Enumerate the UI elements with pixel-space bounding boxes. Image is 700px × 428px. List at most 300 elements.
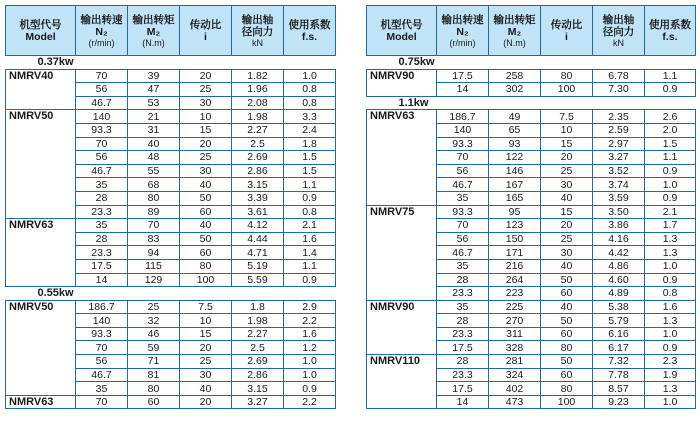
value-cell: 56 bbox=[437, 232, 489, 246]
column-header bbox=[76, 6, 128, 56]
column-header-line: f.s. bbox=[662, 30, 678, 43]
value-cell: 10 bbox=[180, 110, 232, 124]
power-label: 1.1kw bbox=[367, 96, 696, 110]
value-cell: 21 bbox=[128, 110, 180, 124]
value-cell: 1.6 bbox=[284, 327, 336, 341]
value-cell: 35 bbox=[76, 219, 128, 233]
value-cell: 60 bbox=[128, 395, 180, 409]
value-cell: 93.3 bbox=[437, 137, 489, 151]
value-cell: 123 bbox=[489, 219, 541, 233]
table-row bbox=[6, 69, 336, 83]
value-cell: 3.27 bbox=[232, 395, 284, 409]
value-cell: 25 bbox=[180, 83, 232, 97]
column-header-line: 传动比 bbox=[189, 18, 222, 31]
column-header-line: M₂ bbox=[507, 25, 522, 38]
value-cell: 68 bbox=[128, 178, 180, 192]
column-header-line: M₂ bbox=[146, 25, 161, 38]
value-cell: 2.08 bbox=[232, 96, 284, 110]
value-cell: 35 bbox=[437, 259, 489, 273]
value-cell: 49 bbox=[489, 110, 541, 124]
value-cell: 39 bbox=[128, 69, 180, 83]
column-header-unit: (N.m) bbox=[503, 37, 526, 48]
value-cell: 40 bbox=[541, 191, 593, 205]
value-cell: 302 bbox=[489, 83, 541, 97]
value-cell: 258 bbox=[489, 69, 541, 83]
column-header-line: 径向力 bbox=[602, 25, 635, 38]
value-cell: 56 bbox=[76, 83, 128, 97]
value-cell: 122 bbox=[489, 151, 541, 165]
value-cell: 60 bbox=[541, 327, 593, 341]
model-cell: NMRV50 bbox=[6, 300, 76, 395]
value-cell: 50 bbox=[541, 273, 593, 287]
value-cell: 40 bbox=[541, 259, 593, 273]
right-table-header bbox=[367, 6, 696, 56]
column-header-unit: (r/min) bbox=[449, 37, 476, 48]
value-cell: 5.79 bbox=[593, 314, 645, 328]
table-row bbox=[367, 69, 696, 83]
value-cell: 70 bbox=[76, 395, 128, 409]
value-cell: 28 bbox=[437, 314, 489, 328]
value-cell: 3.61 bbox=[232, 205, 284, 219]
value-cell: 80 bbox=[541, 382, 593, 396]
value-cell: 93 bbox=[489, 137, 541, 151]
value-cell: 140 bbox=[76, 110, 128, 124]
value-cell: 70 bbox=[437, 219, 489, 233]
value-cell: 2.86 bbox=[232, 368, 284, 382]
value-cell: 0.8 bbox=[284, 96, 336, 110]
value-cell: 60 bbox=[180, 205, 232, 219]
value-cell: 140 bbox=[437, 123, 489, 137]
value-cell: 15 bbox=[541, 205, 593, 219]
value-cell: 167 bbox=[489, 178, 541, 192]
value-cell: 2.27 bbox=[232, 123, 284, 137]
value-cell: 0.9 bbox=[645, 273, 696, 287]
value-cell: 146 bbox=[489, 164, 541, 178]
value-cell: 1.0 bbox=[284, 355, 336, 369]
value-cell: 46.7 bbox=[76, 96, 128, 110]
value-cell: 2.9 bbox=[284, 300, 336, 314]
value-cell: 20 bbox=[180, 137, 232, 151]
value-cell: 50 bbox=[180, 191, 232, 205]
value-cell: 0.9 bbox=[645, 164, 696, 178]
value-cell: 35 bbox=[76, 382, 128, 396]
value-cell: 473 bbox=[489, 395, 541, 409]
value-cell: 70 bbox=[76, 69, 128, 83]
value-cell: 1.0 bbox=[645, 178, 696, 192]
model-cell: NMRV90 bbox=[367, 69, 437, 96]
value-cell: 14 bbox=[437, 83, 489, 97]
power-label: 0.37kw bbox=[6, 56, 336, 70]
value-cell: 30 bbox=[180, 368, 232, 382]
value-cell: 171 bbox=[489, 246, 541, 260]
value-cell: 2.2 bbox=[284, 395, 336, 409]
value-cell: 0.9 bbox=[645, 341, 696, 355]
column-header-line: f.s. bbox=[301, 30, 318, 43]
value-cell: 0.9 bbox=[645, 83, 696, 97]
value-cell: 46.7 bbox=[437, 178, 489, 192]
value-cell: 80 bbox=[180, 259, 232, 273]
value-cell: 2.2 bbox=[284, 314, 336, 328]
value-cell: 55 bbox=[128, 164, 180, 178]
value-cell: 20 bbox=[180, 69, 232, 83]
value-cell: 40 bbox=[180, 382, 232, 396]
value-cell: 3.74 bbox=[593, 178, 645, 192]
column-header bbox=[367, 6, 437, 56]
value-cell: 94 bbox=[128, 246, 180, 260]
value-cell: 1.5 bbox=[284, 151, 336, 165]
value-cell: 2.5 bbox=[232, 341, 284, 355]
value-cell: 80 bbox=[541, 341, 593, 355]
value-cell: 70 bbox=[437, 151, 489, 165]
value-cell: 35 bbox=[437, 191, 489, 205]
value-cell: 25 bbox=[128, 300, 180, 314]
column-header bbox=[180, 6, 232, 56]
value-cell: 1.0 bbox=[284, 69, 336, 83]
table-row bbox=[367, 205, 696, 219]
value-cell: 56 bbox=[76, 355, 128, 369]
value-cell: 8.57 bbox=[593, 382, 645, 396]
value-cell: 80 bbox=[128, 191, 180, 205]
value-cell: 50 bbox=[541, 314, 593, 328]
model-cell: NMRV90 bbox=[367, 300, 437, 354]
value-cell: 70 bbox=[76, 137, 128, 151]
value-cell: 2.97 bbox=[593, 137, 645, 151]
value-cell: 10 bbox=[180, 314, 232, 328]
value-cell: 17.5 bbox=[76, 259, 128, 273]
value-cell: 2.4 bbox=[284, 123, 336, 137]
value-cell: 150 bbox=[489, 232, 541, 246]
value-cell: 7.5 bbox=[180, 300, 232, 314]
value-cell: 3.59 bbox=[593, 191, 645, 205]
value-cell: 2.86 bbox=[232, 164, 284, 178]
value-cell: 40 bbox=[541, 300, 593, 314]
value-cell: 328 bbox=[489, 341, 541, 355]
value-cell: 50 bbox=[180, 232, 232, 246]
column-header-line: 机型代号 bbox=[380, 18, 423, 31]
value-cell: 30 bbox=[180, 164, 232, 178]
value-cell: 56 bbox=[437, 164, 489, 178]
power-row bbox=[367, 56, 696, 70]
value-cell: 46.7 bbox=[76, 368, 128, 382]
value-cell: 311 bbox=[489, 327, 541, 341]
value-cell: 14 bbox=[76, 273, 128, 287]
value-cell: 4.16 bbox=[593, 232, 645, 246]
value-cell: 270 bbox=[489, 314, 541, 328]
column-header-line: 输出转矩 bbox=[493, 13, 536, 26]
value-cell: 2.59 bbox=[593, 123, 645, 137]
value-cell: 2.27 bbox=[232, 327, 284, 341]
value-cell: 71 bbox=[128, 355, 180, 369]
column-header-line: 径向力 bbox=[241, 25, 274, 38]
value-cell: 28 bbox=[437, 273, 489, 287]
value-cell: 0.9 bbox=[284, 382, 336, 396]
value-cell: 17.5 bbox=[437, 341, 489, 355]
value-cell: 46 bbox=[128, 327, 180, 341]
value-cell: 6.16 bbox=[593, 327, 645, 341]
value-cell: 46.7 bbox=[76, 164, 128, 178]
column-header-line: N₂ bbox=[95, 25, 108, 38]
value-cell: 5.38 bbox=[593, 300, 645, 314]
value-cell: 0.8 bbox=[284, 205, 336, 219]
value-cell: 93.3 bbox=[76, 327, 128, 341]
value-cell: 30 bbox=[541, 246, 593, 260]
value-cell: 53 bbox=[128, 96, 180, 110]
value-cell: 23.3 bbox=[76, 246, 128, 260]
column-header bbox=[437, 6, 489, 56]
column-header bbox=[489, 6, 541, 56]
value-cell: 3.27 bbox=[593, 151, 645, 165]
value-cell: 40 bbox=[128, 137, 180, 151]
value-cell: 5.59 bbox=[232, 273, 284, 287]
value-cell: 40 bbox=[180, 219, 232, 233]
value-cell: 1.98 bbox=[232, 110, 284, 124]
value-cell: 25 bbox=[541, 164, 593, 178]
value-cell: 100 bbox=[180, 273, 232, 287]
column-header-line: 输出轴 bbox=[602, 13, 635, 26]
value-cell: 4.44 bbox=[232, 232, 284, 246]
value-cell: 3.15 bbox=[232, 382, 284, 396]
value-cell: 1.0 bbox=[645, 259, 696, 273]
value-cell: 14 bbox=[437, 395, 489, 409]
model-cell: NMRV63 bbox=[6, 219, 76, 287]
value-cell: 7.30 bbox=[593, 83, 645, 97]
value-cell: 1.0 bbox=[645, 327, 696, 341]
value-cell: 1.7 bbox=[645, 219, 696, 233]
value-cell: 1.5 bbox=[284, 164, 336, 178]
value-cell: 70 bbox=[76, 341, 128, 355]
value-cell: 40 bbox=[180, 178, 232, 192]
value-cell: 5.19 bbox=[232, 259, 284, 273]
value-cell: 17.5 bbox=[437, 69, 489, 83]
value-cell: 47 bbox=[128, 83, 180, 97]
value-cell: 2.0 bbox=[645, 123, 696, 137]
column-header-unit: kN bbox=[613, 37, 624, 48]
left-spec-table bbox=[5, 5, 336, 409]
power-row bbox=[6, 56, 336, 70]
header-row bbox=[6, 6, 336, 56]
value-cell: 6.78 bbox=[593, 69, 645, 83]
power-row bbox=[367, 96, 696, 110]
value-cell: 80 bbox=[128, 382, 180, 396]
value-cell: 0.8 bbox=[284, 83, 336, 97]
value-cell: 83 bbox=[128, 232, 180, 246]
value-cell: 1.8 bbox=[284, 137, 336, 151]
table-row bbox=[367, 355, 696, 369]
model-cell: NMRV110 bbox=[367, 355, 437, 409]
value-cell: 25 bbox=[180, 355, 232, 369]
value-cell: 7.78 bbox=[593, 368, 645, 382]
value-cell: 31 bbox=[128, 123, 180, 137]
value-cell: 2.69 bbox=[232, 355, 284, 369]
value-cell: 186.7 bbox=[437, 110, 489, 124]
value-cell: 9.23 bbox=[593, 395, 645, 409]
power-row bbox=[6, 287, 336, 301]
value-cell: 216 bbox=[489, 259, 541, 273]
value-cell: 1.5 bbox=[645, 137, 696, 151]
value-cell: 4.12 bbox=[232, 219, 284, 233]
value-cell: 32 bbox=[128, 314, 180, 328]
value-cell: 89 bbox=[128, 205, 180, 219]
column-header-line: 输出轴 bbox=[241, 13, 274, 26]
column-header bbox=[6, 6, 76, 56]
value-cell: 95 bbox=[489, 205, 541, 219]
model-cell: NMRV40 bbox=[6, 69, 76, 110]
value-cell: 2.1 bbox=[645, 205, 696, 219]
value-cell: 1.98 bbox=[232, 314, 284, 328]
right-spec-table bbox=[366, 5, 696, 409]
value-cell: 23.3 bbox=[437, 287, 489, 301]
value-cell: 6.17 bbox=[593, 341, 645, 355]
value-cell: 1.3 bbox=[645, 382, 696, 396]
value-cell: 28 bbox=[437, 355, 489, 369]
value-cell: 46.7 bbox=[437, 246, 489, 260]
column-header-line: i bbox=[565, 30, 568, 43]
column-header-unit: kN bbox=[252, 37, 263, 48]
value-cell: 402 bbox=[489, 382, 541, 396]
value-cell: 60 bbox=[541, 287, 593, 301]
value-cell: 0.9 bbox=[284, 191, 336, 205]
value-cell: 1.8 bbox=[232, 300, 284, 314]
value-cell: 2.3 bbox=[645, 355, 696, 369]
value-cell: 20 bbox=[180, 395, 232, 409]
column-header-unit: (r/min) bbox=[88, 37, 115, 48]
column-header-line: 输出转速 bbox=[441, 13, 484, 26]
model-cell: NMRV63 bbox=[6, 395, 76, 409]
value-cell: 59 bbox=[128, 341, 180, 355]
model-cell: NMRV50 bbox=[6, 110, 76, 219]
column-header-line: 输出转矩 bbox=[132, 13, 175, 26]
value-cell: 15 bbox=[180, 123, 232, 137]
column-header bbox=[128, 6, 180, 56]
column-header-line: 使用系数 bbox=[288, 18, 331, 31]
value-cell: 60 bbox=[180, 246, 232, 260]
column-header-line: 使用系数 bbox=[649, 18, 691, 31]
table-row bbox=[6, 219, 336, 233]
value-cell: 2.35 bbox=[593, 110, 645, 124]
column-header-line: N₂ bbox=[456, 25, 469, 38]
value-cell: 1.3 bbox=[645, 232, 696, 246]
power-label: 0.75kw bbox=[367, 56, 696, 70]
value-cell: 129 bbox=[128, 273, 180, 287]
value-cell: 15 bbox=[180, 327, 232, 341]
value-cell: 0.9 bbox=[284, 273, 336, 287]
column-header bbox=[232, 6, 284, 56]
value-cell: 1.1 bbox=[284, 259, 336, 273]
left-table-body bbox=[6, 56, 336, 409]
value-cell: 1.0 bbox=[284, 368, 336, 382]
column-header-line: 机型代号 bbox=[19, 18, 62, 31]
value-cell: 2.5 bbox=[232, 137, 284, 151]
model-cell: NMRV75 bbox=[367, 205, 437, 300]
value-cell: 115 bbox=[128, 259, 180, 273]
value-cell: 3.52 bbox=[593, 164, 645, 178]
value-cell: 1.3 bbox=[645, 246, 696, 260]
column-header-line: 传动比 bbox=[550, 18, 583, 31]
value-cell: 324 bbox=[489, 368, 541, 382]
table-row bbox=[367, 300, 696, 314]
value-cell: 50 bbox=[541, 355, 593, 369]
left-table-header bbox=[6, 6, 336, 56]
value-cell: 1.6 bbox=[284, 232, 336, 246]
value-cell: 20 bbox=[541, 219, 593, 233]
value-cell: 3.86 bbox=[593, 219, 645, 233]
column-header-line: Model bbox=[386, 30, 417, 43]
column-header-line: 输出转速 bbox=[80, 13, 123, 26]
value-cell: 17.5 bbox=[437, 382, 489, 396]
value-cell: 4.89 bbox=[593, 287, 645, 301]
value-cell: 65 bbox=[489, 123, 541, 137]
value-cell: 35 bbox=[76, 178, 128, 192]
value-cell: 4.60 bbox=[593, 273, 645, 287]
value-cell: 30 bbox=[180, 96, 232, 110]
value-cell: 100 bbox=[541, 395, 593, 409]
table-row bbox=[6, 110, 336, 124]
value-cell: 2.69 bbox=[232, 151, 284, 165]
value-cell: 3.15 bbox=[232, 178, 284, 192]
power-label: 0.55kw bbox=[6, 287, 336, 301]
value-cell: 1.82 bbox=[232, 69, 284, 83]
column-header bbox=[284, 6, 336, 56]
value-cell: 100 bbox=[541, 83, 593, 97]
table-row bbox=[367, 110, 696, 124]
value-cell: 80 bbox=[541, 69, 593, 83]
value-cell: 23.3 bbox=[437, 368, 489, 382]
value-cell: 2.6 bbox=[645, 110, 696, 124]
value-cell: 28 bbox=[76, 191, 128, 205]
value-cell: 165 bbox=[489, 191, 541, 205]
value-cell: 30 bbox=[541, 178, 593, 192]
column-header bbox=[541, 6, 593, 56]
value-cell: 28 bbox=[76, 232, 128, 246]
value-cell: 1.1 bbox=[645, 151, 696, 165]
value-cell: 20 bbox=[180, 341, 232, 355]
value-cell: 7.5 bbox=[541, 110, 593, 124]
value-cell: 0.8 bbox=[645, 287, 696, 301]
value-cell: 1.3 bbox=[645, 314, 696, 328]
value-cell: 3.39 bbox=[232, 191, 284, 205]
value-cell: 3.3 bbox=[284, 110, 336, 124]
value-cell: 35 bbox=[437, 300, 489, 314]
value-cell: 1.0 bbox=[645, 395, 696, 409]
column-header-line: i bbox=[204, 30, 207, 43]
model-cell: NMRV63 bbox=[367, 110, 437, 205]
column-header-line: Model bbox=[25, 30, 56, 43]
value-cell: 0.9 bbox=[645, 191, 696, 205]
value-cell: 7.32 bbox=[593, 355, 645, 369]
right-table-body bbox=[367, 56, 696, 409]
value-cell: 20 bbox=[541, 151, 593, 165]
value-cell: 56 bbox=[76, 151, 128, 165]
value-cell: 281 bbox=[489, 355, 541, 369]
value-cell: 1.2 bbox=[284, 341, 336, 355]
value-cell: 140 bbox=[76, 314, 128, 328]
column-header bbox=[645, 6, 696, 56]
value-cell: 23.3 bbox=[437, 327, 489, 341]
value-cell: 223 bbox=[489, 287, 541, 301]
value-cell: 225 bbox=[489, 300, 541, 314]
value-cell: 93.3 bbox=[437, 205, 489, 219]
value-cell: 1.1 bbox=[645, 69, 696, 83]
value-cell: 3.50 bbox=[593, 205, 645, 219]
header-row bbox=[367, 6, 696, 56]
value-cell: 23.3 bbox=[76, 205, 128, 219]
table-row bbox=[6, 395, 336, 409]
value-cell: 2.1 bbox=[284, 219, 336, 233]
value-cell: 48 bbox=[128, 151, 180, 165]
value-cell: 81 bbox=[128, 368, 180, 382]
value-cell: 4.42 bbox=[593, 246, 645, 260]
value-cell: 1.1 bbox=[284, 178, 336, 192]
